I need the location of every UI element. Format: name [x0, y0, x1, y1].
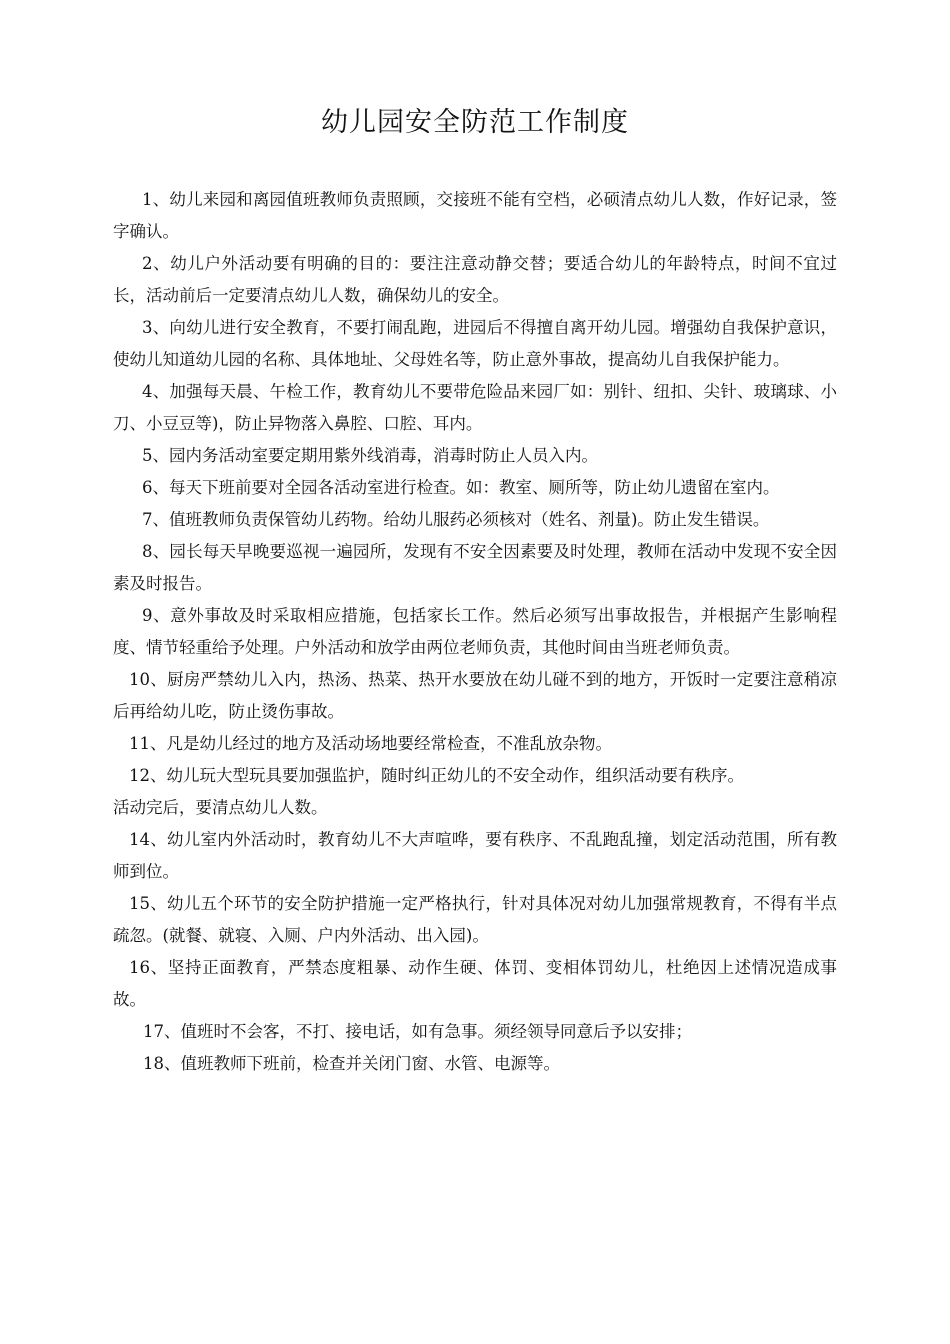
- rule-paragraph-8: 8、园长每天早晚要巡视一遍园所，发现有不安全因素要及时处理，教师在活动中发现不安全因素及时报告。: [113, 542, 837, 593]
- rule-paragraph-18: 18、值班教师下班前，检查并关闭门窗、水管、电源等。: [143, 1054, 560, 1073]
- rule-paragraph-9: 9、意外事故及时采取相应措施，包括家长工作。然后必须写出事故报告，并根据产生影响程度、情节轻重给予处理。户外活动和放学由两位老师负责，其他时间由当班老师负责。: [113, 606, 837, 657]
- rule-paragraph-14: 14、幼儿室内外活动时，教育幼儿不大声喧哗，要有秩序、不乱跑乱撞，划定活动范围，所有教师到位。: [113, 830, 837, 881]
- document-body: [113, 184, 837, 1080]
- rule-paragraph-2: 2、幼儿户外活动要有明确的目的：要注注意动静交替；要适合幼儿的年龄特点，时间不宜过长，活动前后一定要清点幼儿人数，确保幼儿的安全。: [113, 254, 837, 305]
- rule-paragraph-10: 10、厨房严禁幼儿入内，热汤、热菜、热开水要放在幼儿碰不到的地方，开饭时一定要注意稍凉后再给幼儿吃，防止烫伤事故。: [113, 670, 837, 721]
- rule-paragraph-11: 11、凡是幼儿经过的地方及活动场地要经常检查，不准乱放杂物。: [129, 734, 612, 753]
- rule-paragraph-15: 15、幼儿五个环节的安全防护措施一定严格执行，针对具体况对幼儿加强常规教育，不得有半点疏忽。(就餐、就寝、入厕、户内外活动、出入园)。: [113, 894, 837, 945]
- rule-paragraph-6: 6、每天下班前要对全园各活动室进行检查。如：教室、厕所等，防止幼儿遗留在室内。: [142, 478, 780, 497]
- rule-paragraph-16: 16、坚持正面教育，严禁态度粗暴、动作生硬、体罚、变相体罚幼儿，杜绝因上述情况造成事故。: [113, 958, 837, 1009]
- rule-paragraph-12: 12、幼儿玩大型玩具要加强监护，随时纠正幼儿的不安全动作，组织活动要有秩序。: [129, 766, 744, 785]
- document-title: 幼儿园安全防范工作制度: [321, 107, 629, 138]
- rule-paragraph-3: 3、向幼儿进行安全教育，不要打闹乱跑，进园后不得擅自离开幼儿园。增强幼自我保护意识，使幼儿知道幼儿园的名称、具体地址、父母姓名等，防止意外事故，提高幼儿自我保护能力。: [113, 318, 837, 369]
- rule-paragraph-4: 4、加强每天晨、午检工作，教育幼儿不要带危险品来园厂如：别针、纽扣、尖针、玻璃球、小刀、小豆豆等)，防止异物落入鼻腔、口腔、耳内。: [113, 382, 837, 433]
- rule-paragraph-1: 1、幼儿来园和离园值班教师负责照顾，交接班不能有空档，必硕清点幼儿人数，作好记录，签字确认。: [113, 190, 837, 241]
- rule-paragraph-12-continued: 活动完后，要清点幼儿人数。: [113, 798, 328, 817]
- rule-paragraph-5: 5、园内务活动室要定期用紫外线消毒，消毒时防止人员入内。: [142, 446, 598, 465]
- rule-paragraph-17: 17、值班时不会客，不打、接电话，如有急事。须经领导同意后予以安排；: [143, 1022, 692, 1041]
- rule-paragraph-7: 7、值班教师负责保管幼儿药物。给幼儿服药必须核对（姓名、剂量)。防止发生错误。: [142, 510, 770, 529]
